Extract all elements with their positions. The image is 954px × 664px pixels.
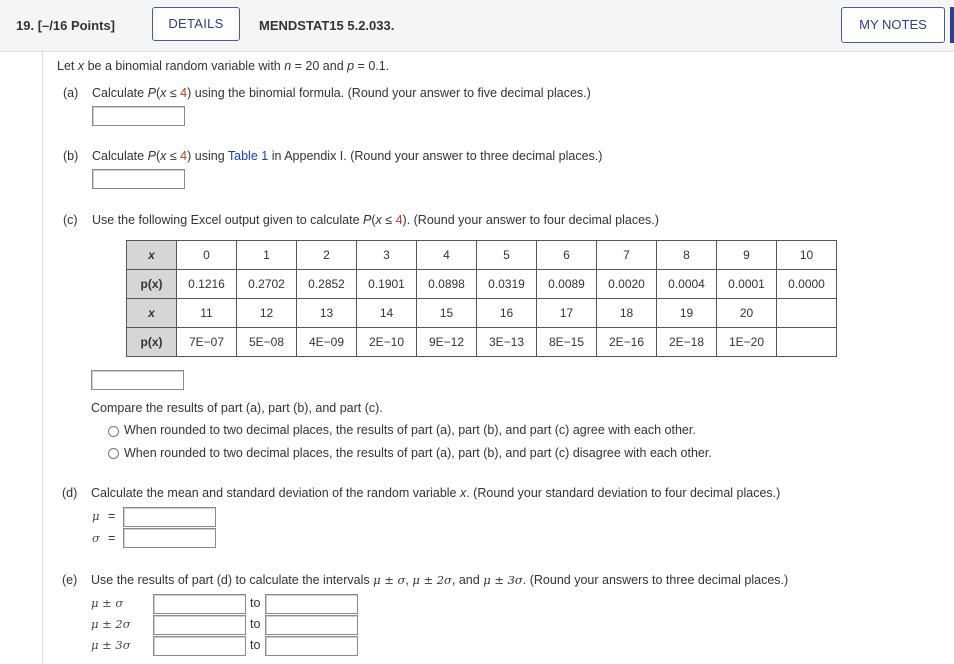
cell-p: 4E−09 [297, 328, 357, 357]
sigma-symbol: σ [92, 531, 100, 545]
part-c-label: (c) [63, 213, 78, 227]
cell-p: 0.2702 [237, 270, 297, 299]
next-button-edge[interactable] [950, 7, 954, 43]
cell-x: 1 [237, 241, 297, 270]
interval-2-label: μ ± 2σ [91, 617, 131, 631]
intro-text: Let x be a binomial random variable with n = 20 and p = 0.1. [57, 59, 390, 73]
interval-1-upper-input[interactable] [265, 594, 358, 614]
cell-p: 2E−10 [357, 328, 417, 357]
interval-1-lower-input[interactable] [153, 594, 246, 614]
interval-2-to: to [250, 617, 261, 631]
cell-p: 2E−16 [597, 328, 657, 357]
header-x: x [127, 241, 177, 270]
part-b-label: (b) [63, 149, 79, 163]
cell-x: 8 [657, 241, 717, 270]
interval-1-label: μ ± σ [91, 596, 124, 610]
cell-p: 0.0020 [597, 270, 657, 299]
cell-p: 0.1901 [357, 270, 417, 299]
compare-prompt: Compare the results of part (a), part (b), and part (c). [91, 401, 383, 415]
header-px: p(x) [127, 270, 177, 299]
cell-x: 9 [717, 241, 777, 270]
interval-3-label: μ ± 3σ [91, 638, 131, 652]
part-b-prompt: Calculate P(x ≤ 4) using Table 1 in Appendix I. (Round your answer to three decimal places.) [92, 149, 603, 163]
part-c-answer-input[interactable] [91, 370, 184, 390]
cell-p: 2E−18 [657, 328, 717, 357]
std-dev-input[interactable] [123, 528, 216, 548]
interval-3-lower-input[interactable] [153, 636, 246, 656]
header-px: p(x) [127, 328, 177, 357]
option-disagree-label[interactable]: When rounded to two decimal places, the results of part (a), part (b), and part (c) disagree with each other. [124, 446, 712, 460]
mu-symbol: μ [92, 509, 100, 523]
cell-p [777, 328, 837, 357]
cell-p: 0.0000 [777, 270, 837, 299]
cell-p: 0.0001 [717, 270, 777, 299]
question-code: MENDSTAT15 5.2.033. [259, 18, 395, 33]
part-c-prompt: Use the following Excel output given to calculate P(x ≤ 4). (Round your answer to four decimal places.) [92, 213, 659, 227]
table-row-p-2 [127, 328, 837, 357]
interval-3-upper-input[interactable] [265, 636, 358, 656]
cell-x: 19 [657, 299, 717, 328]
question-number: 19. [–/16 Points] [16, 18, 115, 33]
interval-2-lower-input[interactable] [153, 615, 246, 635]
cell-p: 0.0004 [657, 270, 717, 299]
radio-disagree[interactable] [108, 448, 119, 459]
table-1-link[interactable]: Table 1 [227, 149, 269, 163]
cell-x: 2 [297, 241, 357, 270]
cell-p: 1E−20 [717, 328, 777, 357]
part-a-label: (a) [63, 86, 79, 100]
cell-x: 14 [357, 299, 417, 328]
sigma-equals: = [108, 531, 116, 545]
cell-x: 0 [177, 241, 237, 270]
cell-x: 18 [597, 299, 657, 328]
cell-p: 0.0319 [477, 270, 537, 299]
cell-p: 0.1216 [177, 270, 237, 299]
option-agree-label[interactable]: When rounded to two decimal places, the results of part (a), part (b), and part (c) agree with each other. [124, 423, 696, 437]
cell-x: 17 [537, 299, 597, 328]
cell-p: 0.0089 [537, 270, 597, 299]
cell-p: 0.2852 [297, 270, 357, 299]
part-a-prompt: Calculate P(x ≤ 4) using the binomial formula. (Round your answer to five decimal places.) [92, 86, 591, 100]
header-x: x [127, 299, 177, 328]
radio-agree[interactable] [108, 426, 119, 437]
cell-x: 13 [297, 299, 357, 328]
cell-x: 6 [537, 241, 597, 270]
interval-2-upper-input[interactable] [265, 615, 358, 635]
cell-p: 3E−13 [477, 328, 537, 357]
cell-x: 15 [417, 299, 477, 328]
cell-p: 8E−15 [537, 328, 597, 357]
table-row-x-2 [127, 299, 837, 328]
part-d-label: (d) [62, 486, 78, 500]
my-notes-button[interactable]: MY NOTES [841, 7, 945, 43]
cell-x: 11 [177, 299, 237, 328]
question-header [0, 0, 954, 52]
table-row-x-1 [127, 241, 837, 270]
cell-x: 10 [777, 241, 837, 270]
cell-x: 3 [357, 241, 417, 270]
part-e-label: (e) [62, 573, 78, 587]
cell-x: 20 [717, 299, 777, 328]
part-e-prompt: Use the results of part (d) to calculate the intervals μ ± σ, μ ± 2σ, and μ ± 3σ. (Round your answers to three decimal places.) [91, 573, 789, 587]
cell-p: 5E−08 [237, 328, 297, 357]
cell-x: 16 [477, 299, 537, 328]
details-button[interactable]: DETAILS [152, 7, 240, 41]
mean-input[interactable] [123, 507, 216, 527]
cell-p: 0.0898 [417, 270, 477, 299]
table-row-p-1 [127, 270, 837, 299]
interval-1-to: to [250, 596, 261, 610]
cell-x [777, 299, 837, 328]
cell-x: 5 [477, 241, 537, 270]
cell-p: 9E−12 [417, 328, 477, 357]
cell-x: 7 [597, 241, 657, 270]
mu-equals: = [108, 509, 116, 523]
cell-x: 12 [237, 299, 297, 328]
interval-3-to: to [250, 638, 261, 652]
part-b-answer-input[interactable] [92, 169, 185, 189]
cell-p: 7E−07 [177, 328, 237, 357]
cell-x: 4 [417, 241, 477, 270]
excel-output-table [126, 240, 837, 357]
part-d-prompt: Calculate the mean and standard deviation of the random variable x. (Round your standard deviation to four decimal places.) [91, 486, 781, 500]
part-a-answer-input[interactable] [92, 106, 185, 126]
